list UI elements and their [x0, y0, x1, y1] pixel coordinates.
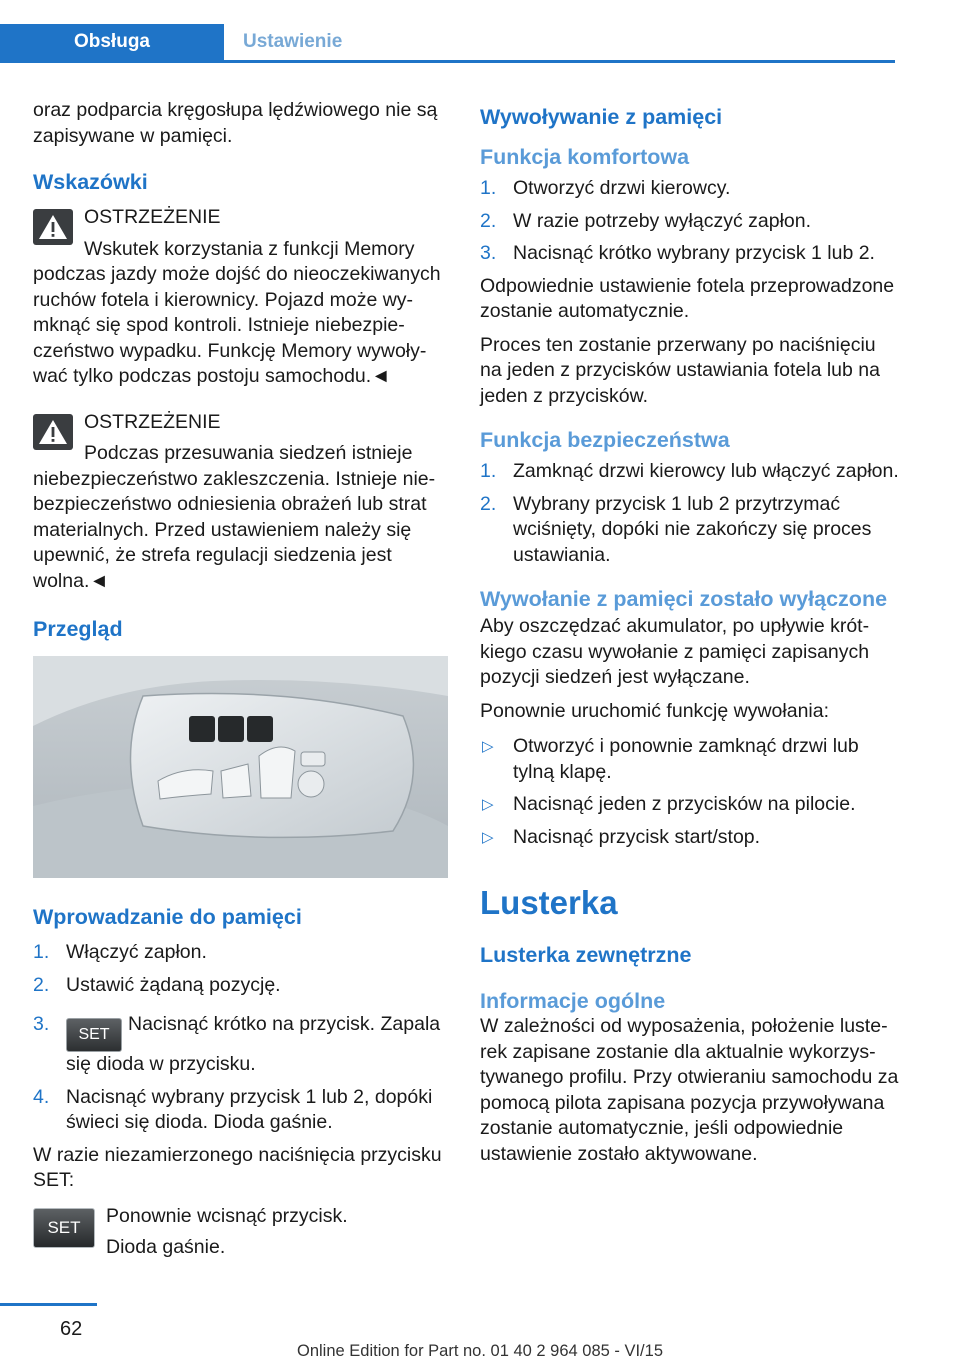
warning-block [33, 205, 451, 390]
list-item [33, 973, 451, 999]
list-item [480, 209, 900, 235]
seat-controls-photo [33, 656, 448, 878]
triangle-bullet-icon: ▷ [482, 828, 494, 846]
intro-paragraph: oraz podparcia kręgosłupa lędźwiowego nie są zapisywane w pamięci. [33, 99, 438, 147]
list-item [33, 1012, 451, 1078]
list-item [33, 1085, 451, 1136]
safety-steps [480, 459, 900, 568]
list-item [480, 734, 900, 785]
mirrors-heading: Lusterka [480, 884, 618, 921]
step-number: 1. [33, 941, 50, 963]
step-text: Zamknąć drzwi kierowcy lub włączyć zapłon. [513, 460, 899, 482]
list-item [480, 241, 900, 267]
tab-obsluga[interactable]: Obsługa [0, 24, 224, 60]
step-number: 1. [480, 177, 497, 199]
warning-block [33, 410, 451, 595]
disabled-paragraph: Ponownie uruchomić funkcję wywołania: [480, 699, 830, 722]
warning-heading: OSTRZEŻENIE [84, 206, 221, 228]
footer-divider [0, 1303, 97, 1306]
step-number: 2. [33, 973, 50, 996]
step-number: 2. [480, 209, 497, 232]
disabled-paragraph: Aby oszczędzać akumulator, po upływie krótkiego czasu wywołanie z pamięci zapisanych pozycji siedzeń jest wyłączane. [480, 615, 870, 688]
warning-text: Wskutek korzystania z funkcji Memory podczas jazdy może dojść do nieoczekiwanych ruchów fotela i kierownicy. Pojazd może wymknąć się spod kontroli. Istnieje niebezpieczeństwo wypadku. Funkcję Memory wywoływać tylko podczas postoju samochodu.◄ [33, 237, 441, 387]
step-number: 3. [33, 1013, 50, 1035]
disabled-heading: Wywołanie z pamięci zostało wyłączone [480, 587, 888, 611]
set-button-icon: SET [66, 1018, 122, 1052]
seat-controls-illustration [33, 656, 448, 878]
press-again-text: Ponownie wcisnąć przycisk. [106, 1204, 348, 1227]
step-text: Otworzyć drzwi kierowcy. [513, 177, 731, 199]
step-text: Włączyć zapłon. [66, 941, 207, 963]
edition-footer: Online Edition for Part no. 01 40 2 964 085 - VI/15 [297, 1342, 663, 1360]
tab-ustawienie[interactable]: Ustawienie [243, 31, 343, 52]
step-text: Nacisnąć wybrany przycisk 1 lub 2, dopóki świeci się dioda. Dioda gaśnie. [66, 1085, 433, 1133]
comfort-steps [480, 176, 900, 267]
recall-heading: Wywoływanie z pamięci [480, 105, 723, 129]
comfort-heading: Funkcja komfortowa [480, 145, 690, 169]
comfort-paragraph: Odpowiednie ustawienie fotela przeprowadzone zostanie automatycznie. [480, 274, 895, 322]
step-number: 1. [480, 460, 497, 482]
comfort-paragraph: Proces ten zostanie przerwany po naciśnięciu na jeden z przycisków ustawiania fotela lub na jeden z przycisków. [480, 333, 880, 407]
warning-icon [33, 414, 73, 450]
exterior-mirrors-heading: Lusterka zewnętrzne [480, 943, 692, 967]
list-item [480, 459, 900, 485]
step-text: Wybrany przycisk 1 lub 2 przytrzymać wciśnięty, dopóki nie zakończy się proces ustawiania. [513, 492, 872, 566]
list-item [480, 825, 900, 851]
triangle-bullet-icon: ▷ [482, 738, 494, 755]
step-number: 3. [480, 242, 497, 264]
store-heading: Wprowadzanie do pamięci [33, 905, 302, 929]
bullet-text: Nacisnąć jeden z przycisków na pilocie. [513, 793, 856, 815]
safety-heading: Funkcja bezpieczeństwa [480, 428, 730, 452]
step-text: Nacisnąć krótko wybrany przycisk 1 lub 2. [513, 242, 875, 264]
warning-icon [33, 209, 73, 245]
set-again-block [33, 1204, 451, 1261]
page-number: 62 [60, 1318, 83, 1340]
set-button-icon: SET [33, 1208, 95, 1248]
list-item [480, 792, 900, 818]
general-info-paragraph: W zależności od wyposażenia, położenie lusterek zapisane zostanie dla aktualnie wykorzystywanego profilu. Przy otwieraniu samochodu za pomocą pilota zapisana pozycja przywoływana zostanie automatycznie, jeśli odpowiednie ustawienie zostało aktywowane. [480, 1015, 899, 1165]
list-item [33, 940, 451, 966]
step-text: Nacisnąć krótko na przycisk. Zapala się dioda w przycisku. [66, 1013, 441, 1075]
step-number: 4. [33, 1085, 50, 1108]
right-column [480, 98, 900, 1175]
list-item [480, 492, 900, 569]
warning-heading: OSTRZEŻENIE [84, 410, 221, 433]
step-number: 2. [480, 492, 497, 515]
led-off-text: Dioda gaśnie. [106, 1236, 226, 1258]
step-text: Ustawić żądaną pozycję. [66, 973, 281, 996]
overview-heading: Przegląd [33, 617, 123, 641]
reenable-list [480, 734, 900, 850]
notes-heading: Wskazówki [33, 170, 148, 194]
triangle-bullet-icon: ▷ [482, 796, 494, 813]
left-column [33, 98, 451, 1269]
warning-text: Podczas przesuwania siedzeń istnieje niebezpieczeństwo zakleszczenia. Istnieje niebezpieczeństwo odniesienia obrażeń lub strat materialnych. Przed ustawieniem należy się upewnić, że strefa regulacji siedzenia jest wolna.◄ [33, 442, 436, 592]
bullet-text: Otworzyć i ponownie zamknąć drzwi lub tylną klapę. [513, 735, 859, 783]
store-steps [33, 940, 451, 1136]
general-info-heading: Informacje ogólne [480, 989, 666, 1013]
header-tabs [0, 0, 895, 64]
step-text: W razie potrzeby wyłączyć zapłon. [513, 209, 812, 232]
header-divider [0, 60, 895, 63]
accidental-press-text: W razie niezamierzonego naciśnięcia przycisku SET: [33, 1143, 442, 1191]
bullet-text: Nacisnąć przycisk start/stop. [513, 825, 761, 848]
list-item [480, 176, 900, 202]
